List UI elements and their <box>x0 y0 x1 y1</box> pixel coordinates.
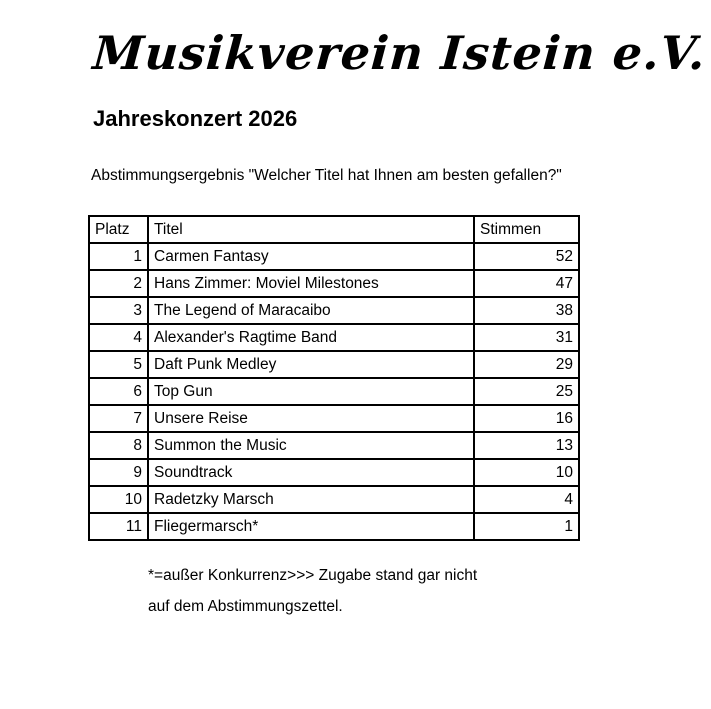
footnote-line-2: auf dem Abstimmungszettel. <box>148 598 343 615</box>
rank-cell: 6 <box>89 378 148 405</box>
votes-cell: 25 <box>474 378 579 405</box>
votes-cell: 13 <box>474 432 579 459</box>
event-heading: Jahreskonzert 2026 <box>93 106 298 131</box>
title-cell: Summon the Music <box>148 432 474 459</box>
title-cell: Unsere Reise <box>148 405 474 432</box>
table-row <box>89 405 579 432</box>
votes-cell: 31 <box>474 324 579 351</box>
table-row <box>89 270 579 297</box>
column-header-titel: Titel <box>148 216 474 243</box>
title-cell: The Legend of Maracaibo <box>148 297 474 324</box>
votes-cell: 1 <box>474 513 579 540</box>
votes-cell: 10 <box>474 459 579 486</box>
table-row <box>89 378 579 405</box>
table-row <box>89 459 579 486</box>
votes-cell: 4 <box>474 486 579 513</box>
rank-cell: 5 <box>89 351 148 378</box>
column-header-stimmen: Stimmen <box>474 216 579 243</box>
column-header-platz: Platz <box>89 216 148 243</box>
title-cell: Hans Zimmer: Moviel Milestones <box>148 270 474 297</box>
title-cell: Soundtrack <box>148 459 474 486</box>
votes-cell: 47 <box>474 270 579 297</box>
title-cell: Radetzky Marsch <box>148 486 474 513</box>
table-header-row <box>89 216 579 243</box>
table-row <box>89 297 579 324</box>
results-table <box>88 215 580 541</box>
rank-cell: 3 <box>89 297 148 324</box>
votes-cell: 52 <box>474 243 579 270</box>
poll-question: Abstimmungsergebnis "Welcher Titel hat Ihnen am besten gefallen?" <box>91 167 562 184</box>
table-row <box>89 243 579 270</box>
rank-cell: 1 <box>89 243 148 270</box>
rank-cell: 7 <box>89 405 148 432</box>
table-row <box>89 486 579 513</box>
table-row <box>89 324 579 351</box>
rank-cell: 9 <box>89 459 148 486</box>
title-cell: Carmen Fantasy <box>148 243 474 270</box>
votes-cell: 16 <box>474 405 579 432</box>
table-row <box>89 432 579 459</box>
title-cell: Top Gun <box>148 378 474 405</box>
footnote-line-1: *=außer Konkurrenz>>> Zugabe stand gar nicht <box>148 567 478 584</box>
votes-cell: 29 <box>474 351 579 378</box>
votes-cell: 38 <box>474 297 579 324</box>
title-cell: Fliegermarsch* <box>148 513 474 540</box>
rank-cell: 2 <box>89 270 148 297</box>
footnote <box>148 560 477 622</box>
title-cell: Alexander's Ragtime Band <box>148 324 474 351</box>
rank-cell: 11 <box>89 513 148 540</box>
table-row <box>89 351 579 378</box>
title-cell: Daft Punk Medley <box>148 351 474 378</box>
organization-title: Musikverein Istein e.V. <box>91 26 708 80</box>
table-row <box>89 513 579 540</box>
rank-cell: 4 <box>89 324 148 351</box>
rank-cell: 10 <box>89 486 148 513</box>
rank-cell: 8 <box>89 432 148 459</box>
